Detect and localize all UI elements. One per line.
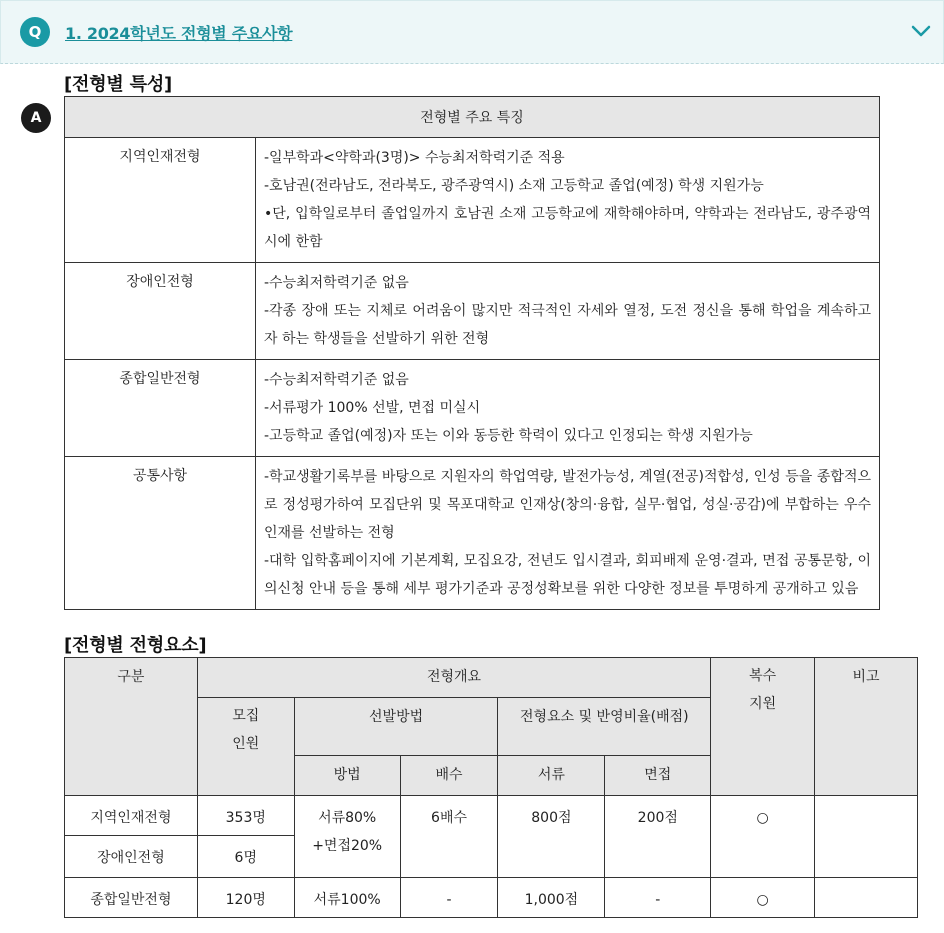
row-multiple: 6배수 [400,796,498,878]
header-overview: 전형개요 [197,658,710,698]
row-multi-apply: ○ [711,796,815,878]
header-recruit: 모집 인원 [197,698,294,796]
row-name: 지역인재전형 [65,796,198,836]
table-row [65,457,880,610]
desc-line: -서류평가 100% 선발, 면접 미실시 [264,400,481,416]
row-method: 서류80% +면접20% [294,796,400,878]
row-note [815,878,918,918]
desc-line: -학교생활기록부를 바탕으로 지원자의 학업역량, 발전가능성, 계열(전공)적합성, 인성 등을 종합적으로 정성평가하여 모집단위 및 목포대학교 인재상(창의·융합, 실무·협업, 성실·공감)에 부합하는 우수인재를 선발하는 전형 [264,469,871,541]
row-note [815,796,918,878]
desc-line: -호남권(전라남도, 전라북도, 광주광역시) 소재 고등학교 졸업(예정) 학생 지원가능 [264,178,764,194]
row-method: 서류100% [294,878,400,918]
section-title-characteristics: [전형별 특성] [64,74,173,95]
characteristics-table [64,96,880,610]
header-docs: 서류 [498,756,605,796]
desc-line: -수능최저학력기준 없음 [264,275,409,291]
section-title-elements: [전형별 전형요소] [64,635,207,656]
elements-table [64,657,918,918]
row-multi-apply: ○ [711,878,815,918]
question-badge: Q [20,17,50,47]
desc-line: -고등학교 졸업(예정)자 또는 이와 동등한 학력이 있다고 인정되는 학생 지원가능 [264,428,753,444]
row-name: 종합일반전형 [65,878,198,918]
row-docs: 800점 [498,796,605,878]
row-docs: 1,000점 [498,878,605,918]
header-multi-apply: 복수 지원 [711,658,815,796]
row-category: 종합일반전형 [65,360,256,457]
row-count: 353명 [197,796,294,836]
header-note: 비고 [815,658,918,796]
header-elements-group: 전형요소 및 반영비율(배점) [498,698,711,756]
row-category: 장애인전형 [65,263,256,360]
row-count: 120명 [197,878,294,918]
desc-line: •단, 입학일로부터 졸업일까지 호남권 소재 고등학교에 재학해야하며, 약학과는 전라남도, 광주광역시에 한함 [264,206,871,250]
row-description [256,263,880,360]
answer-badge: A [21,103,51,133]
row-description [256,138,880,263]
row-category: 공통사항 [65,457,256,610]
header-method-group: 선발방법 [294,698,498,756]
desc-line: -일부학과<약학과(3명)> 수능최저학력기준 적용 [264,150,565,166]
header-gubun: 구분 [65,658,198,796]
row-description [256,360,880,457]
row-multiple: - [400,878,498,918]
desc-line: -각종 장애 또는 지체로 어려움이 많지만 적극적인 자세와 열정, 도전 정신을 통해 학업을 계속하고자 하는 학생들을 선발하기 위한 전형 [264,303,871,347]
desc-line: -수능최저학력기준 없음 [264,372,409,388]
table-row [65,138,880,263]
row-name: 장애인전형 [65,836,198,878]
chevron-down-icon[interactable] [911,23,931,39]
row-interview: 200점 [605,796,711,878]
table-row [65,263,880,360]
table-row [65,796,918,836]
row-count: 6명 [197,836,294,878]
question-bar[interactable] [0,0,944,64]
row-description [256,457,880,610]
header-multiple: 배수 [400,756,498,796]
question-title-link[interactable]: 1. 2024학년도 전형별 주요사항 [65,24,293,43]
row-category: 지역인재전형 [65,138,256,263]
header-method: 방법 [294,756,400,796]
table-header: 전형별 주요 특징 [65,97,880,138]
header-interview: 면접 [605,756,711,796]
desc-line: -대학 입학홈페이지에 기본계획, 모집요강, 전년도 입시결과, 회피배제 운영·결과, 면접 공통문항, 이의신청 안내 등을 통해 세부 평가기준과 공정성확보를 위한 다양한 정보를 투명하게 공개하고 있음 [264,553,871,597]
row-interview: - [605,878,711,918]
table-row [65,878,918,918]
table-row [65,360,880,457]
